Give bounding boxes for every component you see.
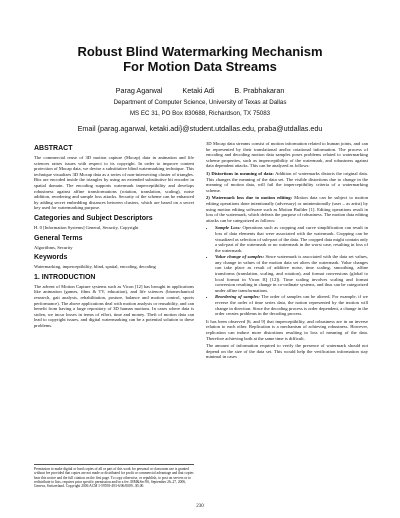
abstract-text: The commercial reuse of 3D motion capture (Mocap) data in animation and life sciences raises issues with respect to its copyright. In order to improve content protection of Mocap data, we devise a substitutive blind watermarking technique. This technique visualizes 3D Mocap data as a series of non-intersecting cluster of triangles. Bits are encoded inside the triangles by using an extended substitutive bit encoder in spatial domain. The encoding supports watermark imperceptibility and develops robustness against affine transformations (rotation, translation, scaling), noise addition, reordering and sample loss attacks. Security of the scheme can be enhanced by adding secret embedding distances between clusters, which are based on a secret key used for watermarking purpose.: [34, 155, 194, 211]
paragraph-label: 2) Watermark loss due to motion editing:: [206, 195, 293, 201]
list-item: [215, 225, 368, 253]
body-paragraph: It has been observed [6, and 9] that imperceptibility, and robustness are in an inverse relation to each other. Replication is a mechanism of achieving robustness. However, replication can induce more distortions resulting in loss of meaning of the data. Therefore achieving both at the same time is difficult.: [206, 318, 368, 341]
copyright-footnote: Permission to make digital or hard copies of all or part of this work for personal or classroom use is granted without fee provided that copies are not made or distributed for profit or commercial advantage and that copies bear this notice and the full citation on the first page. To copy otherwise, or republish, to post on servers or to redistribute to lists, requires prior specific permission and/or a fee. MM&Sec'06, September 26–27, 2006, Geneva, Switzerland. Copyright 2006 ACM 1-59593-493-6/06/0009...$5.00.: [34, 464, 194, 488]
author-name: Ketaki Adi: [182, 86, 215, 95]
body-paragraph: [206, 195, 368, 223]
paragraph-text: Addition of watermarks distorts the original data. This changes the meaning of the data set. The visible distortions due to change in the meaning of motion data, will fail the imperceptibility criteria of a watermarking scheme.: [206, 170, 368, 193]
list-item-text: Since watermark is associated with the data set values, any change in values of the motion data set alters the watermark. Value changes can take place as result of additive noise, time scaling, smoothing, affine transforms (translation, scaling, and rotation), and format conversions (global to local format in Vicon IQ [12]). Time scaling involves scaling and format conversion resulting in change in co-ordinate systems, and thus can be categorized under affine transformations.: [215, 254, 368, 293]
list-item-text: Operations such as cropping and curve simplification can result in loss of data elements that were associated with the watermark. Cropping can be visualized as selection of sub-part of the data. The cropped data might contain only a sub-part of the watermark or no watermark in the worst case, resulting in loss of the watermark.: [215, 225, 368, 253]
author-list: [0, 86, 400, 95]
author-emails: Email {parag.agarwal, ketaki.adi}@student.utdallas.edu, praba@utdallas.edu: [77, 124, 323, 133]
list-item-label: Sample Loss:: [215, 225, 241, 231]
keywords-heading: Keywords: [34, 254, 68, 262]
list-item-text: The order of samples can be altered. For example, if we reverse the order of time series data, the notion represented by the motion will change in direction. Since the decoding process is order dependent, a change in the order creates problems in the decoding process.: [215, 294, 368, 317]
paper-title: [0, 44, 400, 74]
body-paragraph: The amount of information required to verify the presence of watermark should not depend on the size of the data set. This would help the verification information stay minimal in cases: [206, 343, 368, 360]
list-item-label: Reordering of samples:: [215, 294, 260, 300]
left-column: [34, 141, 194, 330]
categories-heading: Categories and Subject Descriptors: [34, 214, 153, 222]
paragraph-text: Motion data can be subject to motion editing operations done intentionally (adversary) or unintentionally (user – as artist) by using motion editing software such as Motion Builder [1]. Editing operations result in loss of the watermark, which defeats the purpose of robustness. The motion data editing attacks can be categorized as follows:: [206, 195, 368, 223]
paragraph-label: 1) Distortions in meaning of data:: [206, 170, 274, 176]
author-name: B. Prabhakaran: [234, 86, 285, 95]
introduction-heading: 1. INTRODUCTION: [34, 273, 96, 281]
affiliation-address: MS EC 31, PO Box 830688, Richardson, TX 75083: [129, 110, 271, 117]
categories-text: H. 0 [Information Systems] General, Security, Copyright: [34, 224, 139, 230]
abstract-heading: ABSTRACT: [34, 145, 73, 152]
list-item: [215, 254, 368, 293]
author-name: Parag Agarwal: [115, 86, 163, 95]
title-line-2: For Motion Data Streams: [123, 59, 277, 74]
right-column: [206, 141, 368, 362]
terms-text: Algorithms, Security: [34, 244, 73, 250]
body-paragraph: 3D Mocap data streams consist of motion information related to human joints, and can be represented by their translational and/or rotational information. The process of encoding and decoding motion data samples poses problems related to watermarking scheme properties, such as imperceptibility of the watermark, and robustness against data dependent attacks. This can be analyzed as follows:: [206, 141, 368, 169]
page-number: 230: [196, 504, 204, 509]
body-paragraph: [206, 171, 368, 193]
keywords-text: Watermarking, imperceptibility, blind, spatial, encoding, decoding: [34, 264, 156, 270]
list-item: [215, 294, 368, 316]
introduction-text: The advent of Motion Capture systems such as Vicon [12] has brought in applications like animation (games, films & TV, education), and life sciences (biomechanical research, gait analysis, rehabilitation, posture, balance and motion control, sports performance). The above applications deal with motion analysis or reusability, and can benefit from having a large repository of 3D human motions. In cases where data is stolen, we incur losses in terms of effort, time and money. Theft of motion data can lead to copyright issues, and digital watermarking can be a potential solution to these problems.: [34, 283, 194, 328]
attack-list: [206, 225, 368, 317]
title-line-1: Robust Blind Watermarking Mechanism: [77, 44, 323, 59]
list-item-label: Value change of samples:: [215, 254, 265, 260]
affiliation-department: Department of Computer Science, University of Texas at Dallas: [113, 99, 287, 106]
terms-heading: General Terms: [34, 234, 83, 242]
